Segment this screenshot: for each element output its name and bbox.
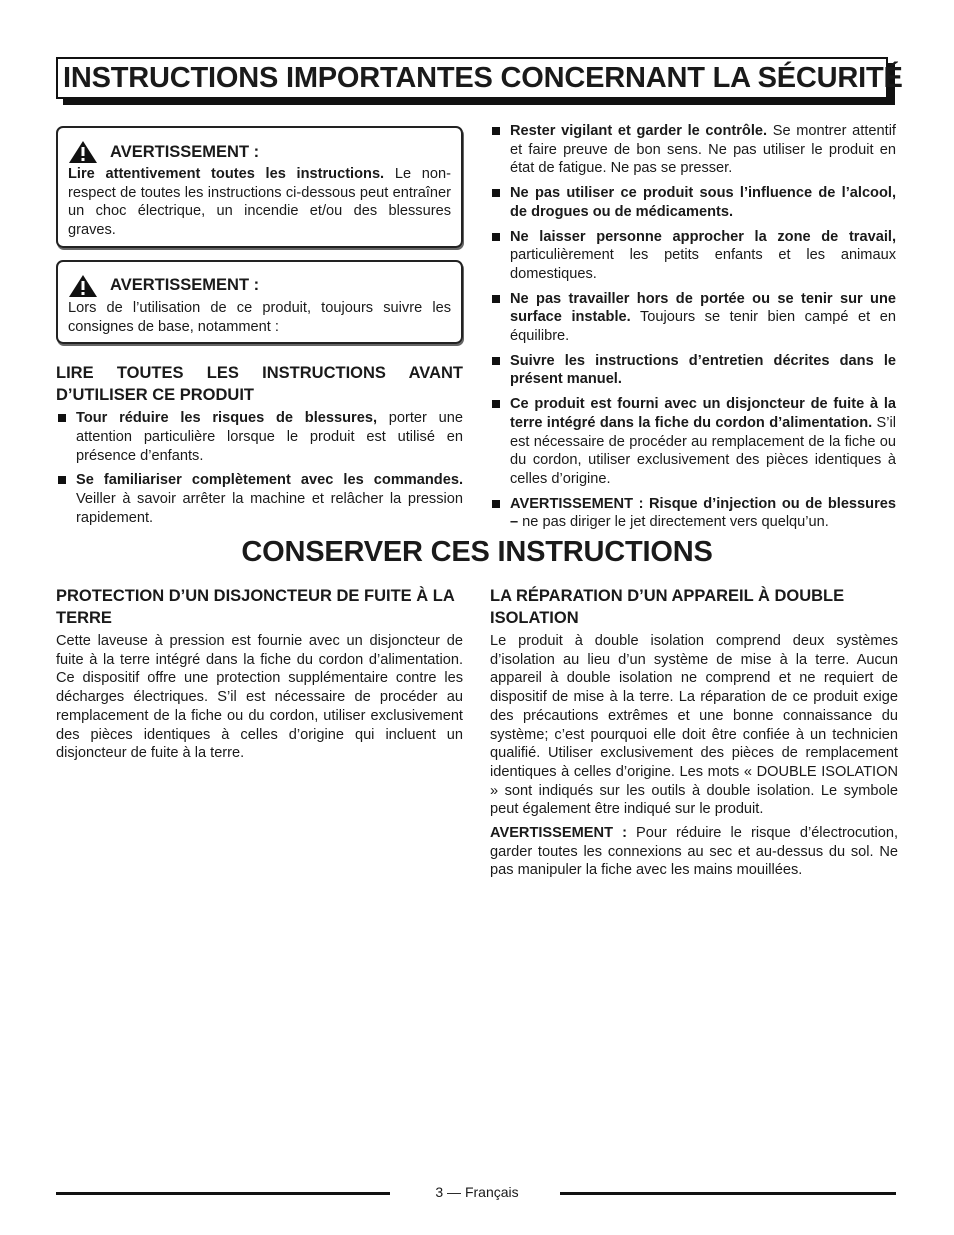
list-item: Se familiariser complètement avec les commandes. Veiller à savoir arrêter la machine et relâcher la pression rapidement. bbox=[56, 471, 463, 527]
list-item: Ce produit est fourni avec un disjoncteur de fuite à la terre intégré dans la fiche du cordon d’alimentation. S’il est nécessaire de procéder au remplacement de la fiche ou du cordon, utiliser exclusivement des pièces identiques à celles d’origine. bbox=[490, 395, 896, 489]
list-item: Ne laisser personne approcher la zone de travail, particulièrement les petits enfants et les animaux domestiques. bbox=[490, 228, 896, 284]
gfci-text: Cette laveuse à pression est fournie avec un disjoncteur de fuite à la terre intégré dans la fiche du cordon d’alimentation. Ce dispositif offre une protection supplémentaire contre les décharges électriques. S’il est nécessaire de procéder au remplacement de la fiche ou du cordon, utiliser exclusivement des pièces identiques à celles d’origine qui incluent un disjoncteur de fuite à la terre. bbox=[56, 633, 463, 762]
double-insulation-heading: LA RÉPARATION D’UN APPAREIL À DOUBLE ISOLATION bbox=[490, 587, 845, 627]
list-item: Ne pas travailler hors de portée ou se tenir sur une surface instable. Toujours se tenir bien campé et en équilibre. bbox=[490, 290, 896, 346]
double-insulation-text: Le produit à double isolation comprend deux systèmes d’isolation au lieu d’un système de mise à la terre. Aucun appareil à double isolation ne comprend et ne requiert de dispositif de mise à la terre. La réparation de ce produit exige des précautions extrêmes et une bonne connaissance du système; c’est pourquoi elle doit être confiée à un technicien qualifié. Utiliser exclusivement des pièces de remplacement identiques à celles d’origine. Les mots « DOUBLE ISOLATION » sont indiqués sur les outils à double isolation. Le symbole peut également être indiqué sur le produit. bbox=[490, 633, 898, 818]
read-instructions-list bbox=[56, 409, 463, 527]
page-title: INSTRUCTIONS IMPORTANTES CONCERNANT LA SÉCURITÉ bbox=[63, 62, 903, 94]
warning-text: Lors de l’utilisation de ce produit, toujours suivre les consignes de base, notamment : bbox=[68, 299, 451, 335]
warning-text: Lire attentivement toutes les instructions. Le non-respect de toutes les instructions ci-dessous peut entraîner un choc électrique, un incendie et/ou des blessures graves. bbox=[68, 166, 451, 239]
list-item: Suivre les instructions d’entretien décrites dans le présent manuel. bbox=[490, 352, 896, 389]
page-number: 3 — Français bbox=[435, 1184, 519, 1200]
warning-box-1 bbox=[56, 126, 463, 248]
save-instructions-title: CONSERVER CES INSTRUCTIONS bbox=[241, 536, 713, 568]
left-column bbox=[56, 126, 463, 533]
safety-list bbox=[490, 122, 896, 532]
list-item: Rester vigilant et garder le contrôle. Se montrer attentif et faire preuve de bon sens. Ne pas utiliser le produit en état de fatigue. Ne pas se presser. bbox=[490, 122, 896, 178]
read-instructions-heading: LIRE TOUTES LES INSTRUCTIONS AVANT D’UTILISER CE PRODUIT bbox=[56, 364, 463, 405]
gfci-section bbox=[56, 585, 463, 768]
list-item: Tour réduire les risques de blessures, porter une attention particulière lorsque le produit est utilisé en présence d’enfants. bbox=[56, 409, 463, 465]
warning-label: AVERTISSEMENT : bbox=[110, 142, 260, 161]
right-column bbox=[490, 122, 896, 538]
warning-box-2 bbox=[56, 260, 463, 344]
list-item: AVERTISSEMENT : Risque d’injection ou de blessures – ne pas diriger le jet directement vers quelqu’un. bbox=[490, 495, 896, 532]
title-box bbox=[56, 57, 903, 99]
double-insulation-section bbox=[490, 585, 898, 885]
list-item: Ne pas utiliser ce produit sous l’influence de l’alcool, de drogues ou de médicaments. bbox=[490, 184, 896, 221]
double-insulation-warning: AVERTISSEMENT : Pour réduire le risque d’électrocution, garder toutes les connexions au sec et au-dessus du sol. Ne pas manipuler la fiche avec les mains mouillées. bbox=[490, 825, 898, 879]
warning-triangle-icon bbox=[68, 140, 98, 164]
gfci-heading: PROTECTION D’UN DISJONCTEUR DE FUITE À LA TERRE bbox=[56, 587, 455, 627]
warning-label: AVERTISSEMENT : bbox=[110, 276, 260, 295]
warning-triangle-icon bbox=[68, 274, 98, 298]
